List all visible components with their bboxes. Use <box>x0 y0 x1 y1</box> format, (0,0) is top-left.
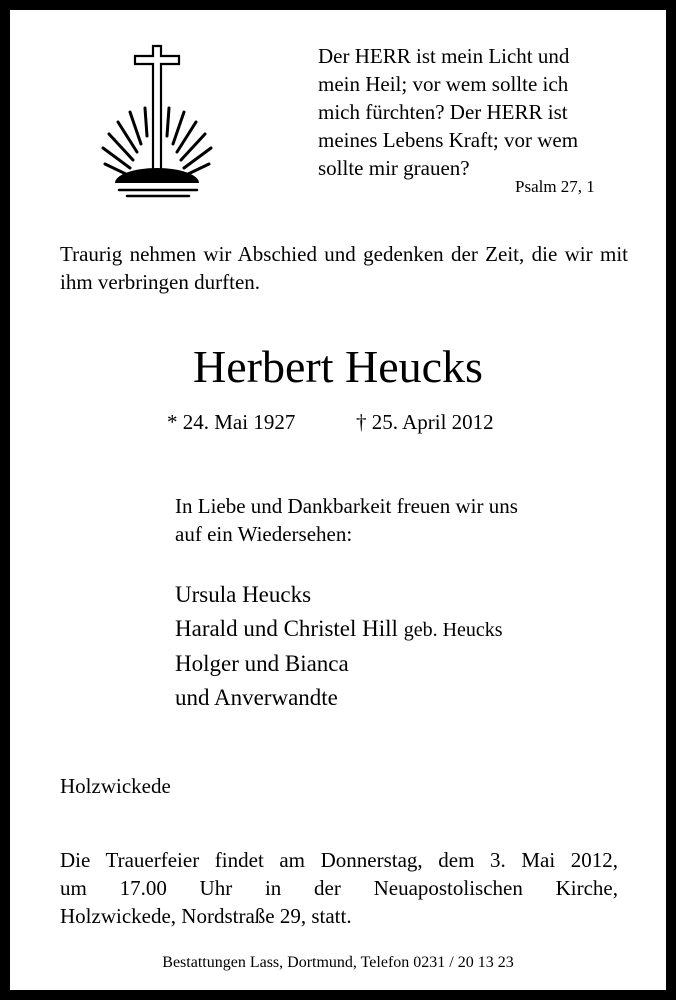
verse-line: meines Lebens Kraft; vor wem <box>318 128 579 152</box>
verse-line: mich fürchten? Der HERR ist <box>318 100 568 124</box>
cross-sunrise-icon <box>93 36 221 202</box>
verse-line: Der HERR ist mein Licht und <box>318 44 570 68</box>
verse-line: sollte mir grauen? <box>318 156 470 180</box>
farewell-line: auf ein Wiedersehen: <box>175 522 353 546</box>
place-name: Holzwickede <box>60 774 171 798</box>
mourner-entry <box>175 647 503 681</box>
mourner-name: Harald und Christel Hill <box>175 616 398 641</box>
farewell-text <box>175 492 518 548</box>
mourner-name: Holger und Bianca <box>175 651 349 676</box>
mourner-name: Ursula Heucks <box>175 582 312 607</box>
funeral-home-footer: Bestattungen Lass, Dortmund, Telefon 0231 / 20 13 23 <box>162 954 514 971</box>
death-date: † 25. April 2012 <box>356 410 494 434</box>
service-line: Die Trauerfeier findet am Donnerstag, dem 3. Mai 2012, <box>60 848 618 872</box>
mourner-entry <box>175 681 503 715</box>
service-line: um 17.00 Uhr in der Neuapostolischen Kirche, <box>60 876 618 900</box>
intro-text: Traurig nehmen wir Abschied und gedenken der Zeit, die wir mit ihm verbringen durften. <box>60 242 628 294</box>
mourners-list <box>175 578 503 715</box>
birth-date: * 24. Mai 1927 <box>167 410 296 434</box>
mourner-entry <box>175 578 503 612</box>
verse-reference: Psalm 27, 1 <box>515 177 595 196</box>
farewell-line: In Liebe und Dankbarkeit freuen wir uns <box>175 494 518 518</box>
service-line: Holzwickede, Nordstraße 29, statt. <box>60 904 352 928</box>
service-announcement <box>60 846 618 930</box>
deceased-name: Herbert Heucks <box>193 341 483 392</box>
mourner-suffix: geb. Heucks <box>403 619 503 641</box>
verse-line: mein Heil; vor wem sollte ich <box>318 72 569 96</box>
mourner-name: und Anverwandte <box>175 685 338 710</box>
mourner-entry <box>175 612 503 647</box>
psalm-verse <box>318 42 638 182</box>
